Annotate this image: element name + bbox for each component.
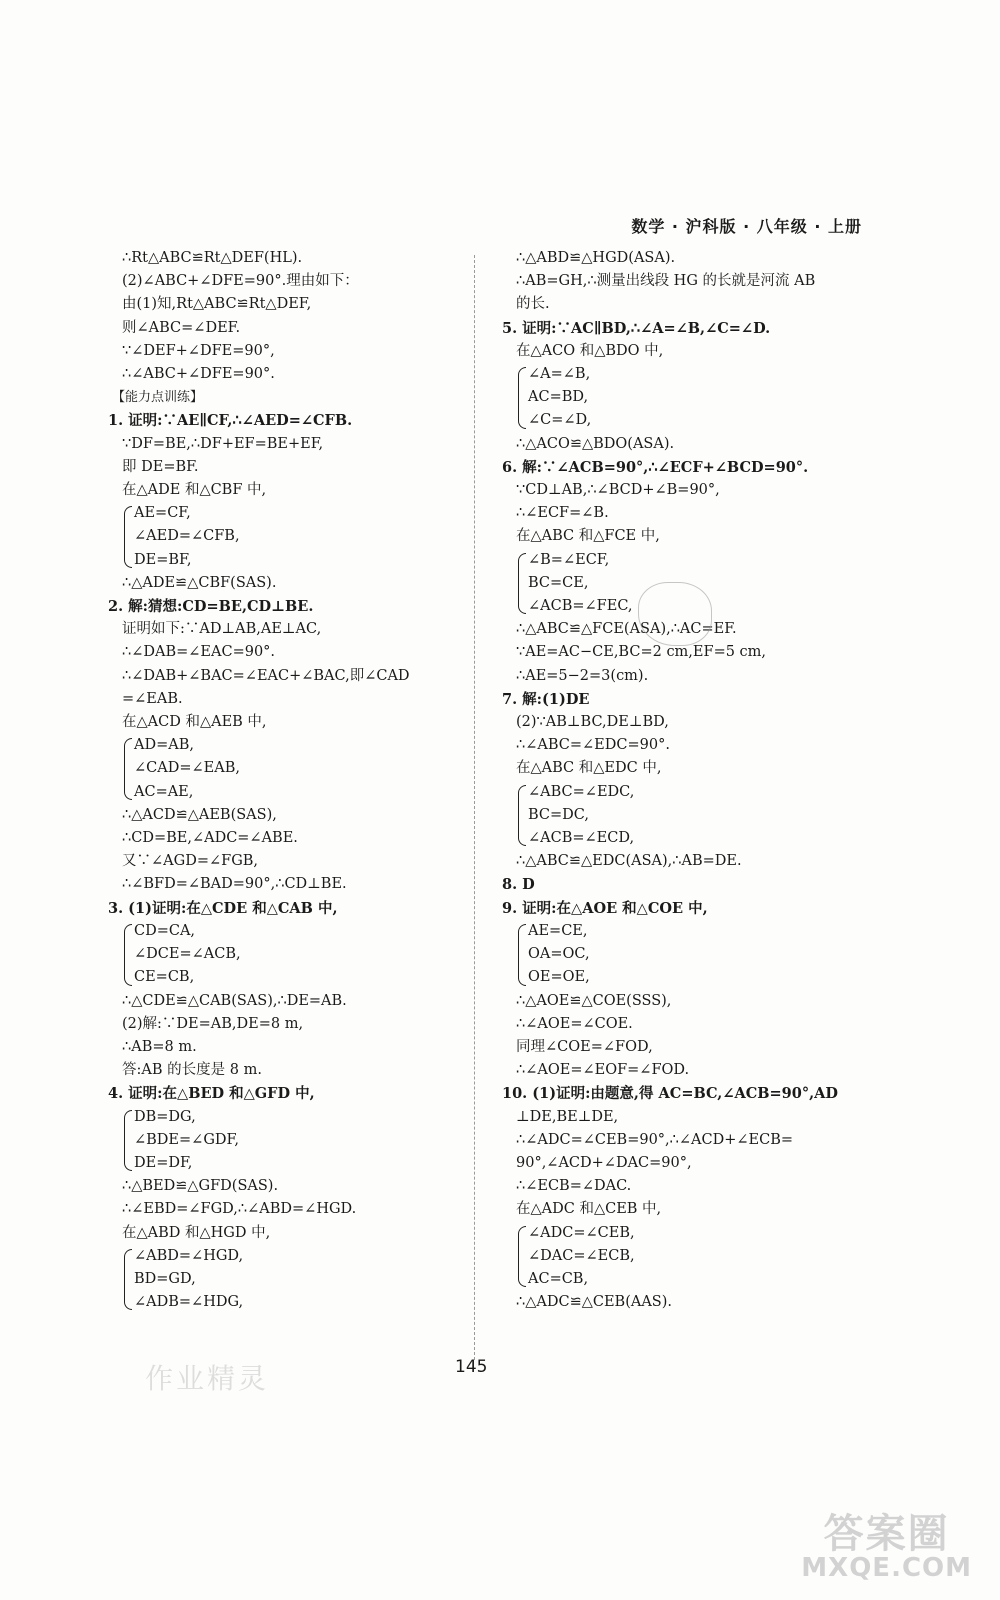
text-line: 在△ABD 和△HGD 中, <box>122 1224 271 1241</box>
watermark-text: 作业精灵 <box>145 1362 270 1395</box>
problem-line: 4. 证明:在△BED 和△GFD 中, <box>108 1085 315 1103</box>
text-line: ∴AE=5−2=3(cm). <box>516 667 649 684</box>
equation-system <box>108 502 468 572</box>
text-line: ∴∠AOE=∠EOF=∠FOD. <box>516 1062 690 1079</box>
problem-line: 1. 证明:∵AE∥CF,∴∠AED=∠CFB. <box>108 412 353 430</box>
text-line: ⊥DE,BE⊥DE, <box>516 1108 619 1125</box>
text-line: ∵∠DEF+∠DFE=90°, <box>122 342 275 359</box>
text-line: ∴△ACO≌△BDO(ASA). <box>516 435 675 452</box>
text-line: ∴CD=BE,∠ADC=∠ABE. <box>122 830 298 847</box>
right-column <box>502 247 842 1314</box>
text-line: 又∵∠AGD=∠FGB, <box>122 853 259 870</box>
text-line: ∴△ABC≌△FCE(ASA),∴AC=EF. <box>516 621 737 638</box>
equation-line: ∠DAC=∠ECB, <box>528 1247 635 1264</box>
problem-line: 8. D <box>502 876 535 894</box>
text-line: ∴∠ECF=∠B. <box>516 505 609 522</box>
equation-line: OA=OC, <box>528 946 590 963</box>
equation-line: BD=GD, <box>134 1270 196 1287</box>
equation-line: ∠C=∠D, <box>528 412 592 429</box>
equation-line: AC=BD, <box>528 389 589 406</box>
equation-line: ∠ABD=∠HGD, <box>134 1247 244 1264</box>
text-line: 在△ADC 和△CEB 中, <box>516 1201 662 1218</box>
text-line: =∠EAB. <box>122 690 183 707</box>
equation-line: BC=CE, <box>528 574 589 591</box>
text-line: ∴△ADE≌△CBF(SAS). <box>122 574 277 591</box>
text-line: ∴∠ABC=∠EDC=90°. <box>516 737 670 754</box>
equation-system <box>108 734 468 804</box>
problem-line: 7. 解:(1)DE <box>502 690 590 708</box>
text-line: ∴AB=8 m. <box>122 1038 197 1055</box>
text-line: 在△ABC 和△FCE 中, <box>516 528 660 545</box>
text-line: ∴∠ADC=∠CEB=90°,∴∠ACD+∠ECB= <box>516 1131 794 1148</box>
text-line: 在△ADE 和△CBF 中, <box>122 482 267 499</box>
column-divider <box>474 255 475 1360</box>
text-line: ∵CD⊥AB,∴∠BCD+∠B=90°, <box>516 482 720 499</box>
text-line: 证明如下:∵AD⊥AB,AE⊥AC, <box>122 621 322 638</box>
text-line: ∴△AOE≌△COE(SSS), <box>516 992 672 1009</box>
equation-line: AC=AE, <box>134 783 194 800</box>
text-line: ∴AB=GH,∴测量出线段 HG 的长就是河流 AB <box>516 273 816 290</box>
page-number: 145 <box>455 1357 488 1377</box>
problem-line: 6. 解:∵∠ACB=90°,∴∠ECF+∠BCD=90°. <box>502 458 809 476</box>
text-line: 由(1)知,Rt△ABC≌Rt△DEF, <box>122 296 312 313</box>
text-line: (2)解:∵DE=AB,DE=8 m, <box>122 1015 304 1032</box>
equation-line: AE=CE, <box>528 922 588 939</box>
equation-system <box>502 781 842 851</box>
text-line: 答:AB 的长度是 8 m. <box>122 1062 262 1079</box>
text-line: ∵AE=AC−CE,BC=2 cm,EF=5 cm, <box>516 644 767 661</box>
problem-line: 5. 证明:∵AC∥BD,∴∠A=∠B,∠C=∠D. <box>502 319 771 337</box>
text-line: ∴∠ECB=∠DAC. <box>516 1178 632 1195</box>
text-line: ∴Rt△ABC≌Rt△DEF(HL). <box>122 250 303 266</box>
text-line: ∴∠EBD=∠FGD,∴∠ABD=∠HGD. <box>122 1201 357 1218</box>
equation-line: ∠BDE=∠GDF, <box>134 1131 239 1148</box>
equation-system <box>108 1106 468 1176</box>
equation-line: DE=BF, <box>134 551 192 568</box>
text-line: ∴∠DAB+∠BAC=∠EAC+∠BAC,即∠CAD <box>122 667 410 684</box>
equation-line: DE=DF, <box>134 1154 193 1171</box>
equation-line: AC=CB, <box>528 1270 589 1287</box>
watermark-logo <box>801 1510 972 1583</box>
problem-line: 10. (1)证明:由题意,得 AC=BC,∠ACB=90°,AD <box>502 1085 838 1103</box>
text-line: ∴∠BFD=∠BAD=90°,∴CD⊥BE. <box>122 876 347 893</box>
text-line: ∴△CDE≌△CAB(SAS),∴DE=AB. <box>122 992 347 1009</box>
equation-system <box>502 920 842 990</box>
text-line: ∴∠DAB=∠EAC=90°. <box>122 644 276 661</box>
equation-line: BC=DC, <box>528 806 589 823</box>
text-line: ∴△ACD≌△AEB(SAS), <box>122 806 277 823</box>
text-line: ∴△ABD≌△HGD(ASA). <box>516 250 676 266</box>
equation-line: AD=AB, <box>134 737 194 754</box>
text-line: 则∠ABC=∠DEF. <box>122 319 241 336</box>
left-column <box>108 247 468 1314</box>
text-line: (2)∠ABC+∠DFE=90°.理由如下： <box>122 273 359 290</box>
text-line: ∴∠ABC+∠DFE=90°. <box>122 366 275 383</box>
text-line: 90°,∠ACD+∠DAC=90°, <box>516 1154 692 1171</box>
text-line: ∴△ABC≌△EDC(ASA),∴AB=DE. <box>516 853 742 870</box>
text-line: ∵DF=BE,∴DF+EF=BE+EF, <box>122 435 324 452</box>
watermark-logo-bottom: MXQE.COM <box>801 1552 972 1583</box>
equation-line: ∠DCE=∠ACB, <box>134 946 241 963</box>
text-line: 即 DE=BF. <box>122 458 199 475</box>
equation-line: ∠ACB=∠ECD, <box>528 830 635 847</box>
equation-line: ∠ADC=∠CEB, <box>528 1224 635 1241</box>
stamp-watermark <box>638 582 712 646</box>
text-line: ∴△ADC≌△CEB(AAS). <box>516 1294 673 1311</box>
equation-line: ∠AED=∠CFB, <box>134 528 240 545</box>
equation-line: CD=CA, <box>134 922 196 939</box>
text-line: ∴△BED≌△GFD(SAS). <box>122 1178 279 1195</box>
problem-line: 9. 证明:在△AOE 和△COE 中, <box>502 899 708 917</box>
text-line: ∴∠AOE=∠COE. <box>516 1015 633 1032</box>
watermark-logo-top: 答案圈 <box>823 1510 950 1557</box>
equation-system <box>502 1222 842 1292</box>
text-line: 同理∠COE=∠FOD, <box>516 1038 653 1055</box>
equation-line: ∠A=∠B, <box>528 366 591 383</box>
equation-line: CE=CB, <box>134 969 195 986</box>
equation-line: DB=DG, <box>134 1108 196 1125</box>
page-header: 数学 · 沪科版 · 八年级 · 上册 <box>631 217 862 236</box>
section-heading: 【能力点训练】 <box>112 390 204 406</box>
equation-line: AE=CF, <box>134 505 191 522</box>
text-line: 的长. <box>516 296 550 313</box>
text-line: 在△ABC 和△EDC 中, <box>516 760 662 777</box>
equation-line: ∠ACB=∠FEC, <box>528 598 633 615</box>
text-line: 在△ACO 和△BDO 中, <box>516 342 664 359</box>
equation-line: ∠B=∠ECF, <box>528 551 610 568</box>
equation-system <box>108 1245 468 1315</box>
equation-system <box>108 920 468 990</box>
equation-line: OE=OE, <box>528 969 590 986</box>
equation-line: ∠CAD=∠EAB, <box>134 760 240 777</box>
equation-system <box>502 363 842 433</box>
text-line: 在△ACD 和△AEB 中, <box>122 714 267 731</box>
equation-line: ∠ADB=∠HDG, <box>134 1294 244 1311</box>
problem-line: 3. (1)证明:在△CDE 和△CAB 中, <box>108 899 338 917</box>
equation-line: ∠ABC=∠EDC, <box>528 783 635 800</box>
problem-line: 2. 解:猜想:CD=BE,CD⊥BE. <box>108 598 314 616</box>
text-line: (2)∵AB⊥BC,DE⊥BD, <box>516 714 669 731</box>
